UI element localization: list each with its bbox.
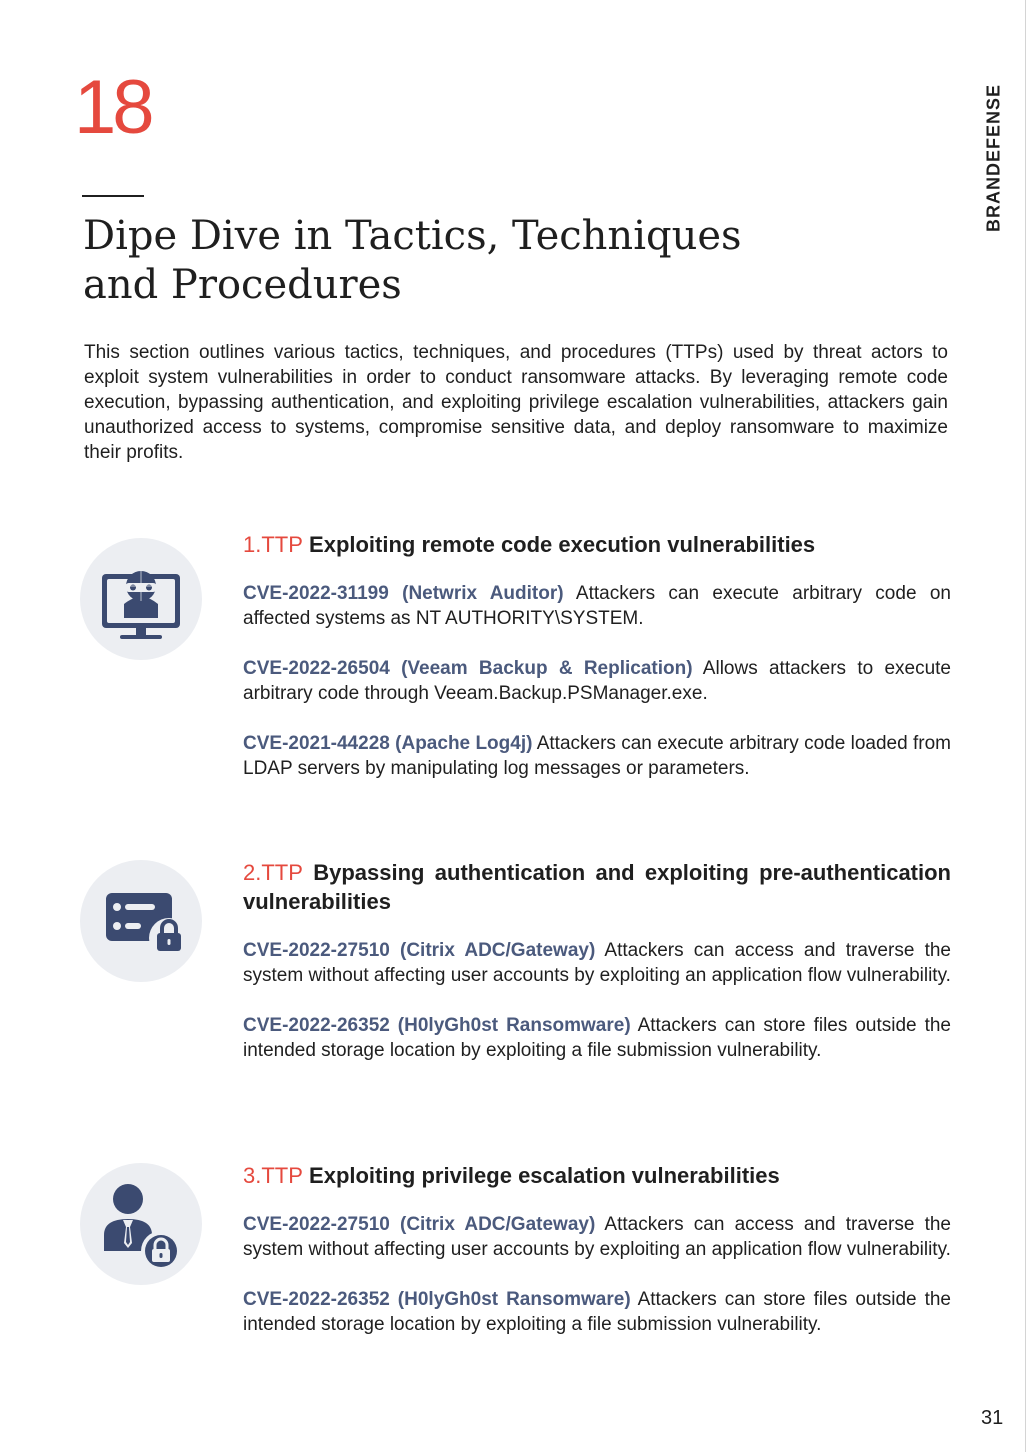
ttp-body-3 [243, 1161, 951, 1362]
cve-description: Attackers can execute arbitrary code on affected systems as NT AUTHORITY\SYSTEM. [243, 583, 951, 629]
ttp-number: 3.TTP [243, 1163, 303, 1188]
ttp-number: 1.TTP [243, 532, 303, 557]
id-card-lock-icon [80, 860, 202, 982]
cve-description: Attackers can store files outside the intended storage location by exploiting a file submission vulnerability. [243, 1015, 951, 1061]
ttp-heading [243, 858, 951, 916]
ttp-heading [243, 1161, 951, 1190]
cve-description: Allows attackers to execute arbitrary code through Veeam.Backup.PSManager.exe. [243, 658, 952, 704]
cve-id: CVE-2021-44228 (Apache Log4j) [243, 733, 533, 754]
cve-item [243, 581, 951, 631]
ttp-body-2 [243, 858, 951, 1088]
cve-item [243, 731, 951, 781]
cve-id: CVE-2022-27510 (Citrix ADC/Gateway) [243, 1214, 596, 1235]
brand-logo-text: BRANDEFENSE [983, 83, 1004, 233]
user-lock-icon [80, 1163, 202, 1285]
cve-item [243, 938, 951, 988]
cve-id: CVE-2022-26352 (H0lyGh0st Ransomware) [243, 1289, 631, 1310]
cve-id: CVE-2022-26504 (Veeam Backup & Replication) [243, 658, 693, 679]
cve-description: Attackers can access and traverse the system without affecting user accounts by exploiting an application flow vulnerability. [243, 1214, 951, 1260]
ttp-number: 2.TTP [243, 860, 303, 885]
cve-item [243, 656, 951, 706]
page-title-line-2: and Procedures [83, 262, 402, 308]
hacker-monitor-icon [80, 538, 202, 660]
page-title-line-1: Dipe Dive in Tactics, Techniques [83, 213, 742, 259]
ttp-title: Exploiting remote code execution vulnerabilities [309, 532, 816, 557]
page-edge-rule [1025, 0, 1026, 1452]
ttp-heading [243, 530, 951, 559]
cve-id: CVE-2022-27510 (Citrix ADC/Gateway) [243, 940, 596, 961]
page-title [83, 212, 783, 310]
page-number: 31 [981, 1407, 1004, 1429]
intro-paragraph: This section outlines various tactics, techniques, and procedures (TTPs) used by threat actors to exploit system vulnerabilities in order to conduct ransomware attacks. By leveraging remote code execution, bypassing authentication, and exploiting privilege escalation vulnerabilities, attackers gain unauthorized access to systems, compromise sensitive data, and deploy ransomware to maximize their profits. [84, 342, 948, 463]
cve-item [243, 1287, 951, 1337]
cve-description: Attackers can access and traverse the system without affecting user accounts by exploiting an application flow vulnerability. [243, 940, 951, 986]
cve-id: CVE-2022-26352 (H0lyGh0st Ransomware) [243, 1015, 631, 1036]
ttp-title: Exploiting privilege escalation vulnerabilities [309, 1163, 780, 1188]
title-divider [82, 195, 144, 197]
cve-description: Attackers can execute arbitrary code loaded from LDAP servers by manipulating log messages or parameters. [243, 733, 951, 779]
section-number: 18 [74, 65, 151, 150]
cve-description: Attackers can store files outside the intended storage location by exploiting a file submission vulnerability. [243, 1289, 951, 1335]
ttp-body-1 [243, 530, 951, 806]
cve-id: CVE-2022-31199 (Netwrix Auditor) [243, 583, 564, 604]
ttp-title: Bypassing authentication and exploiting pre-authentication vulnerabilities [243, 860, 951, 914]
cve-item [243, 1013, 951, 1063]
cve-item [243, 1212, 951, 1262]
